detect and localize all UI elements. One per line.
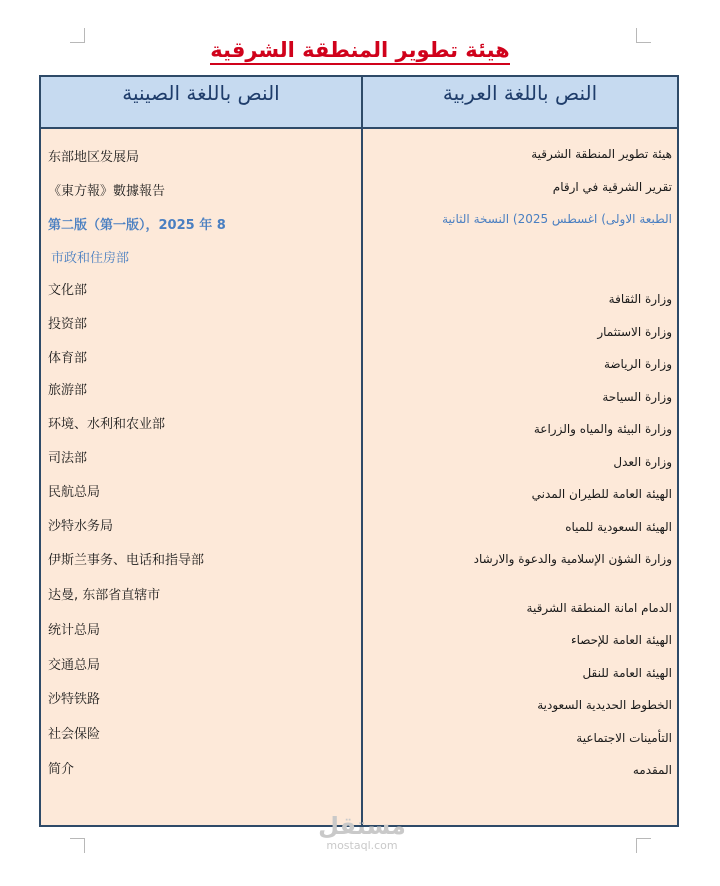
table-row-zh: 第二版（第一版），2025 年 8 [48,218,226,233]
arabic-column [363,129,677,825]
table-row-ar: وزارة الاستثمار [597,325,672,339]
table-row-zh: 文化部 [48,283,88,298]
table-row-ar: وزارة البيئة والمياه والزراعة [533,422,672,436]
table-header [41,77,677,129]
table-row-ar: هيئة تطوير المنطقة الشرقية [531,147,672,161]
table-row-zh: 环境、水利和农业部 [48,417,166,432]
document-title-text: هيئة تطوير المنطقة الشرقية [210,38,509,65]
table-row-ar: الهيئة العامة للنقل [582,666,672,680]
mostaql-watermark [316,812,408,852]
table-row-ar: الهيئة العامة للإحصاء [570,633,672,647]
table-row-zh: 达曼, 东部省直辖市 [48,588,161,603]
table-row-ar: وزارة الرياضة [603,357,672,371]
translation-table [39,75,679,827]
table-row-ar: الدمام امانة المنطقة الشرقية [526,601,672,615]
table-row-zh: 社会保险 [48,727,101,742]
watermark-logo-text: مستقل [318,812,406,840]
table-row-ar: الطبعة الاولى) اغسطس 2025) النسخة الثانية [442,212,672,226]
table-row-zh: 东部地区发展局 [48,150,140,165]
table-row-zh: 旅游部 [48,383,88,398]
table-row-zh: 简介 [48,762,75,777]
table-row-zh: 统计总局 [48,623,101,638]
header-arabic-column: النص باللغة العربية [363,77,677,127]
table-row-ar: وزارة الثقافة [608,292,672,306]
table-row-ar: تقرير الشرقية في ارقام [552,180,672,194]
table-row-ar: وزارة الشؤن الإسلامية والدعوة والارشاد [473,552,672,566]
chinese-column [41,129,363,825]
document-title [0,38,720,62]
table-row-ar: المقدمه [632,763,672,777]
table-row-zh: 市政和住房部 [51,251,130,266]
table-row-ar: الهيئة العامة للطيران المدني [531,487,672,501]
table-row-zh: 沙特水务局 [48,519,114,534]
table-row-zh: 体育部 [48,351,88,366]
table-row-ar: الهيئة السعودية للمياه [565,520,672,534]
table-row-zh: 沙特铁路 [48,692,101,707]
table-row-zh: 交通总局 [48,658,101,673]
table-row-zh: 民航总局 [48,485,101,500]
table-row-ar: وزارة العدل [613,455,672,469]
table-row-zh: 司法部 [48,451,88,466]
header-chinese-column: النص باللغة الصينية [41,77,363,127]
table-row-ar: التأمينات الاجتماعية [576,731,672,745]
table-row-zh: 《東方報》數據報告 [48,184,166,199]
watermark-site: mostaql.com [326,839,398,852]
crop-mark-bottom-left [70,838,85,853]
table-row-zh: 投资部 [48,317,88,332]
table-row-zh: 伊斯兰事务、电话和指导部 [48,553,205,568]
table-row-ar: الخطوط الحديدية السعودية [537,698,672,712]
table-row-ar: وزارة السياحة [602,390,672,404]
crop-mark-bottom-right [636,838,651,853]
